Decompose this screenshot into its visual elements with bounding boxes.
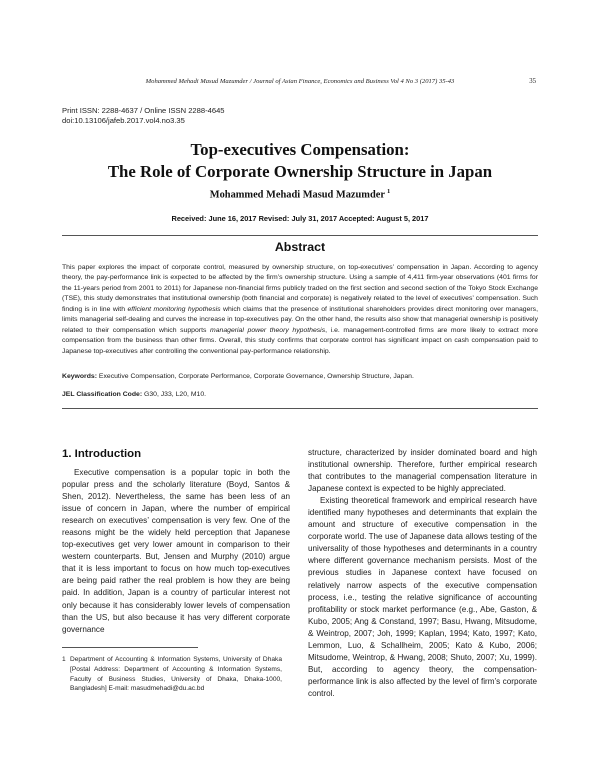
abstract-part-3: , i.e. management-controlled firms are more likely to extract more compensation from the business than other firms. Overall, this study confirms that corporate control has significant impact on cash compensation paid to Japanese top-executives after controlling the conventional pay-performance relationship. bbox=[62, 326, 539, 355]
abstract-part-1: This paper explores the impact of corporate control, measured by ownership structure, on top-executives’ compensation in Japan. According to agency theory, the pay-performance link is expected to be affected by the firm’s ownership structure. Using a sample of 4,411 firm-year observations (401 firms for the 11-years period from 2001 to 2011) for Japanese non-financial firms publicly traded on the first section and second section of the Tokyo Stock Exchange (TSE), this study demonstrates that institutional ownership (both financial and corporate) is negatively related to the level of executives’ compensation. Such finding is in line with bbox=[62, 264, 538, 313]
author-footnote-mark: 1 bbox=[386, 188, 391, 195]
identifier-block bbox=[62, 106, 225, 126]
article-title bbox=[40, 139, 560, 183]
abstract-top-divider bbox=[62, 235, 538, 236]
right-column bbox=[308, 447, 537, 700]
title-line-1: Top-executives Compensation: bbox=[190, 140, 410, 159]
intro-paragraph-1-continued: structure, characterized by insider dominated board and high institutional ownership. Therefore, further empirical research that contributes to the managerial compensation literature in Japanese context is expected to be highly appreciated. bbox=[308, 448, 537, 494]
footnote-text: Department of Accounting & Information Systems, University of Dhaka [Postal Address: Department of Accounting & Information Systems, Faculty of Business Studies, University of Dhaka, Dhaka-1000, Bangladesh] E-mail: masudmehadi@du.ac.bd bbox=[70, 656, 282, 693]
jel-line bbox=[62, 391, 538, 398]
footnote-divider bbox=[62, 647, 198, 648]
abstract-italic-1: efficient monitoring hypothesis bbox=[127, 305, 221, 313]
page-number: 35 bbox=[529, 78, 536, 85]
footnote bbox=[62, 655, 282, 694]
issn-line: Print ISSN: 2288-4637 / Online ISSN 2288-4645 bbox=[62, 106, 225, 115]
doi-line: doi:10.13106/jafeb.2017.vol4.no3.35 bbox=[62, 116, 185, 125]
jel-value: G30, J33, L20, M10. bbox=[142, 391, 207, 398]
intro-paragraph-1: Executive compensation is a popular topic in both the popular press and the scholarly literature (Boyd, Santos & Shen, 2012). Nevertheless, the same has been less of an issue of concern in Japan, where the number of empirical research on executives’ compensation is very few. One of the reasons might be the widely held perception that Japanese top-executives get very lower amount in comparison to their western counterparts. But, Jensen and Murphy (2010) argue that it is less important to focus on how much top-executives are being paid rather the real problem is how they are being paid. In addition, Japan is a country of particular interest not only because it has considerably lower levels of compensation than the US, but also because it has very different corporate governance bbox=[62, 468, 290, 634]
abstract-text bbox=[62, 263, 538, 357]
intro-paragraph-2: Existing theoretical framework and empirical research have identified many hypotheses and determinants that explain the amount and structure of executive compensation in the corporate world. The use of Japanese data allows testing of the universality of those hypotheses and determinants in a country where different governance mechanism persists. Most of the previous studies in Japanese context have focused on relatively narrow aspects of the executive compensation process, i.e., testing the relative significance of accounting profitability or stock market performance (e.g., Abe, Gaston, & Kubo, 2005; Ang & Constand, 1997; Basu, Hwang, Mitsudome, & Weintrop, 2007; Joh, 1999; Kaplan, 1994; Kato, 1997; Kato, Lemmon, Luo, & Schallheim, 2005; Kato & Kubo, 2006; Mitsudome, Weintrop, & Hwang, 2008; Shuto, 2007; Xu, 1999). But, according to agency theory, the compensation-performance link is also affected by the level of firm’s corporate control. bbox=[308, 496, 537, 698]
running-header: Mohammed Mehadi Masud Mazumder / Journal of Asian Finance, Economics and Business Vol 4 No 3 (2017) 35-43 bbox=[145, 78, 455, 85]
jel-label: JEL Classification Code: bbox=[62, 391, 143, 398]
author-name: Mohammed Mehadi Masud Mazumder bbox=[209, 189, 385, 201]
footnote-mark: 1 bbox=[62, 656, 66, 663]
left-column bbox=[62, 467, 290, 636]
title-line-2: The Role of Corporate Ownership Structure in Japan bbox=[107, 162, 493, 181]
section-heading-introduction: 1. Introduction bbox=[62, 448, 142, 460]
abstract-heading: Abstract bbox=[274, 240, 326, 254]
abstract-part-2: which claims that the presence of institutional shareholders provides direct monitoring over managers, limits managerial self-dealing and curves the increase in top-executives pay. On the other hand, the results also show that managerial ownership is positively related to their compensation which supports bbox=[62, 305, 539, 334]
keywords-label: Keywords: bbox=[62, 373, 97, 380]
keywords-value: Executive Compensation, Corporate Performance, Corporate Governance, Ownership Structure, Japan. bbox=[97, 373, 414, 380]
abstract-bottom-divider bbox=[62, 408, 538, 409]
keywords-line bbox=[62, 373, 538, 380]
submission-dates: Received: June 16, 2017 Revised: July 31, 2017 Accepted: August 5, 2017 bbox=[171, 214, 429, 223]
author-line bbox=[0, 188, 600, 200]
abstract-italic-2: managerial power theory hypothesis bbox=[210, 326, 326, 334]
